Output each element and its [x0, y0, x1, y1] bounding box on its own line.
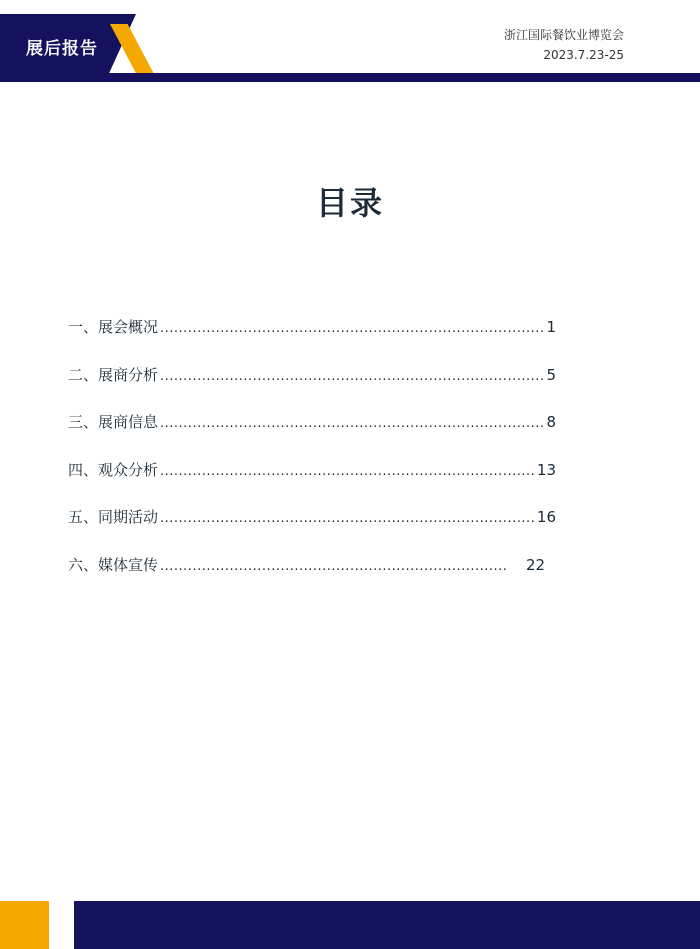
toc-entry[interactable] — [68, 316, 556, 364]
toc-entry-label: 四、观众分析 — [68, 460, 159, 479]
toc-heading: 目录 — [315, 184, 384, 222]
toc-entry[interactable] — [68, 506, 556, 554]
toc-entry-label: 二、展商分析 — [68, 365, 159, 384]
toc-entry-page: 1 — [546, 318, 556, 336]
expo-name: 浙江国际餐饮业博览会 — [503, 28, 624, 42]
toc-leader-dots — [160, 321, 544, 336]
toc-entry-label: 六、媒体宣传 — [68, 555, 159, 574]
toc-entry[interactable] — [68, 554, 556, 602]
toc-entry-page: 8 — [546, 413, 556, 431]
toc-entry-page: 13 — [536, 460, 556, 479]
toc-entry[interactable] — [68, 364, 556, 412]
toc-entry[interactable] — [68, 411, 556, 459]
toc-entry-label: 三、展商信息 — [68, 413, 159, 431]
toc-list — [68, 316, 556, 601]
toc-entry-page: 5 — [546, 365, 556, 384]
toc-entry-page: 16 — [536, 508, 556, 526]
toc-entry-page: 22 — [526, 555, 546, 574]
footer-accent-block — [0, 901, 49, 949]
toc-leader-dots — [160, 369, 544, 384]
toc-leader-dots — [160, 464, 535, 479]
header-rule — [0, 73, 700, 82]
toc-leader-dots — [160, 416, 544, 431]
toc-entry[interactable] — [68, 459, 556, 507]
toc-entry-label: 五、同期活动 — [68, 508, 159, 526]
toc-leader-dots — [160, 559, 508, 574]
report-title: 展后报告 — [26, 39, 98, 59]
expo-date: 2023.7.23-25 — [543, 48, 624, 62]
footer-banner — [74, 901, 700, 949]
toc-leader-dots — [160, 511, 535, 526]
toc-entry-label: 一、展会概况 — [68, 318, 159, 336]
